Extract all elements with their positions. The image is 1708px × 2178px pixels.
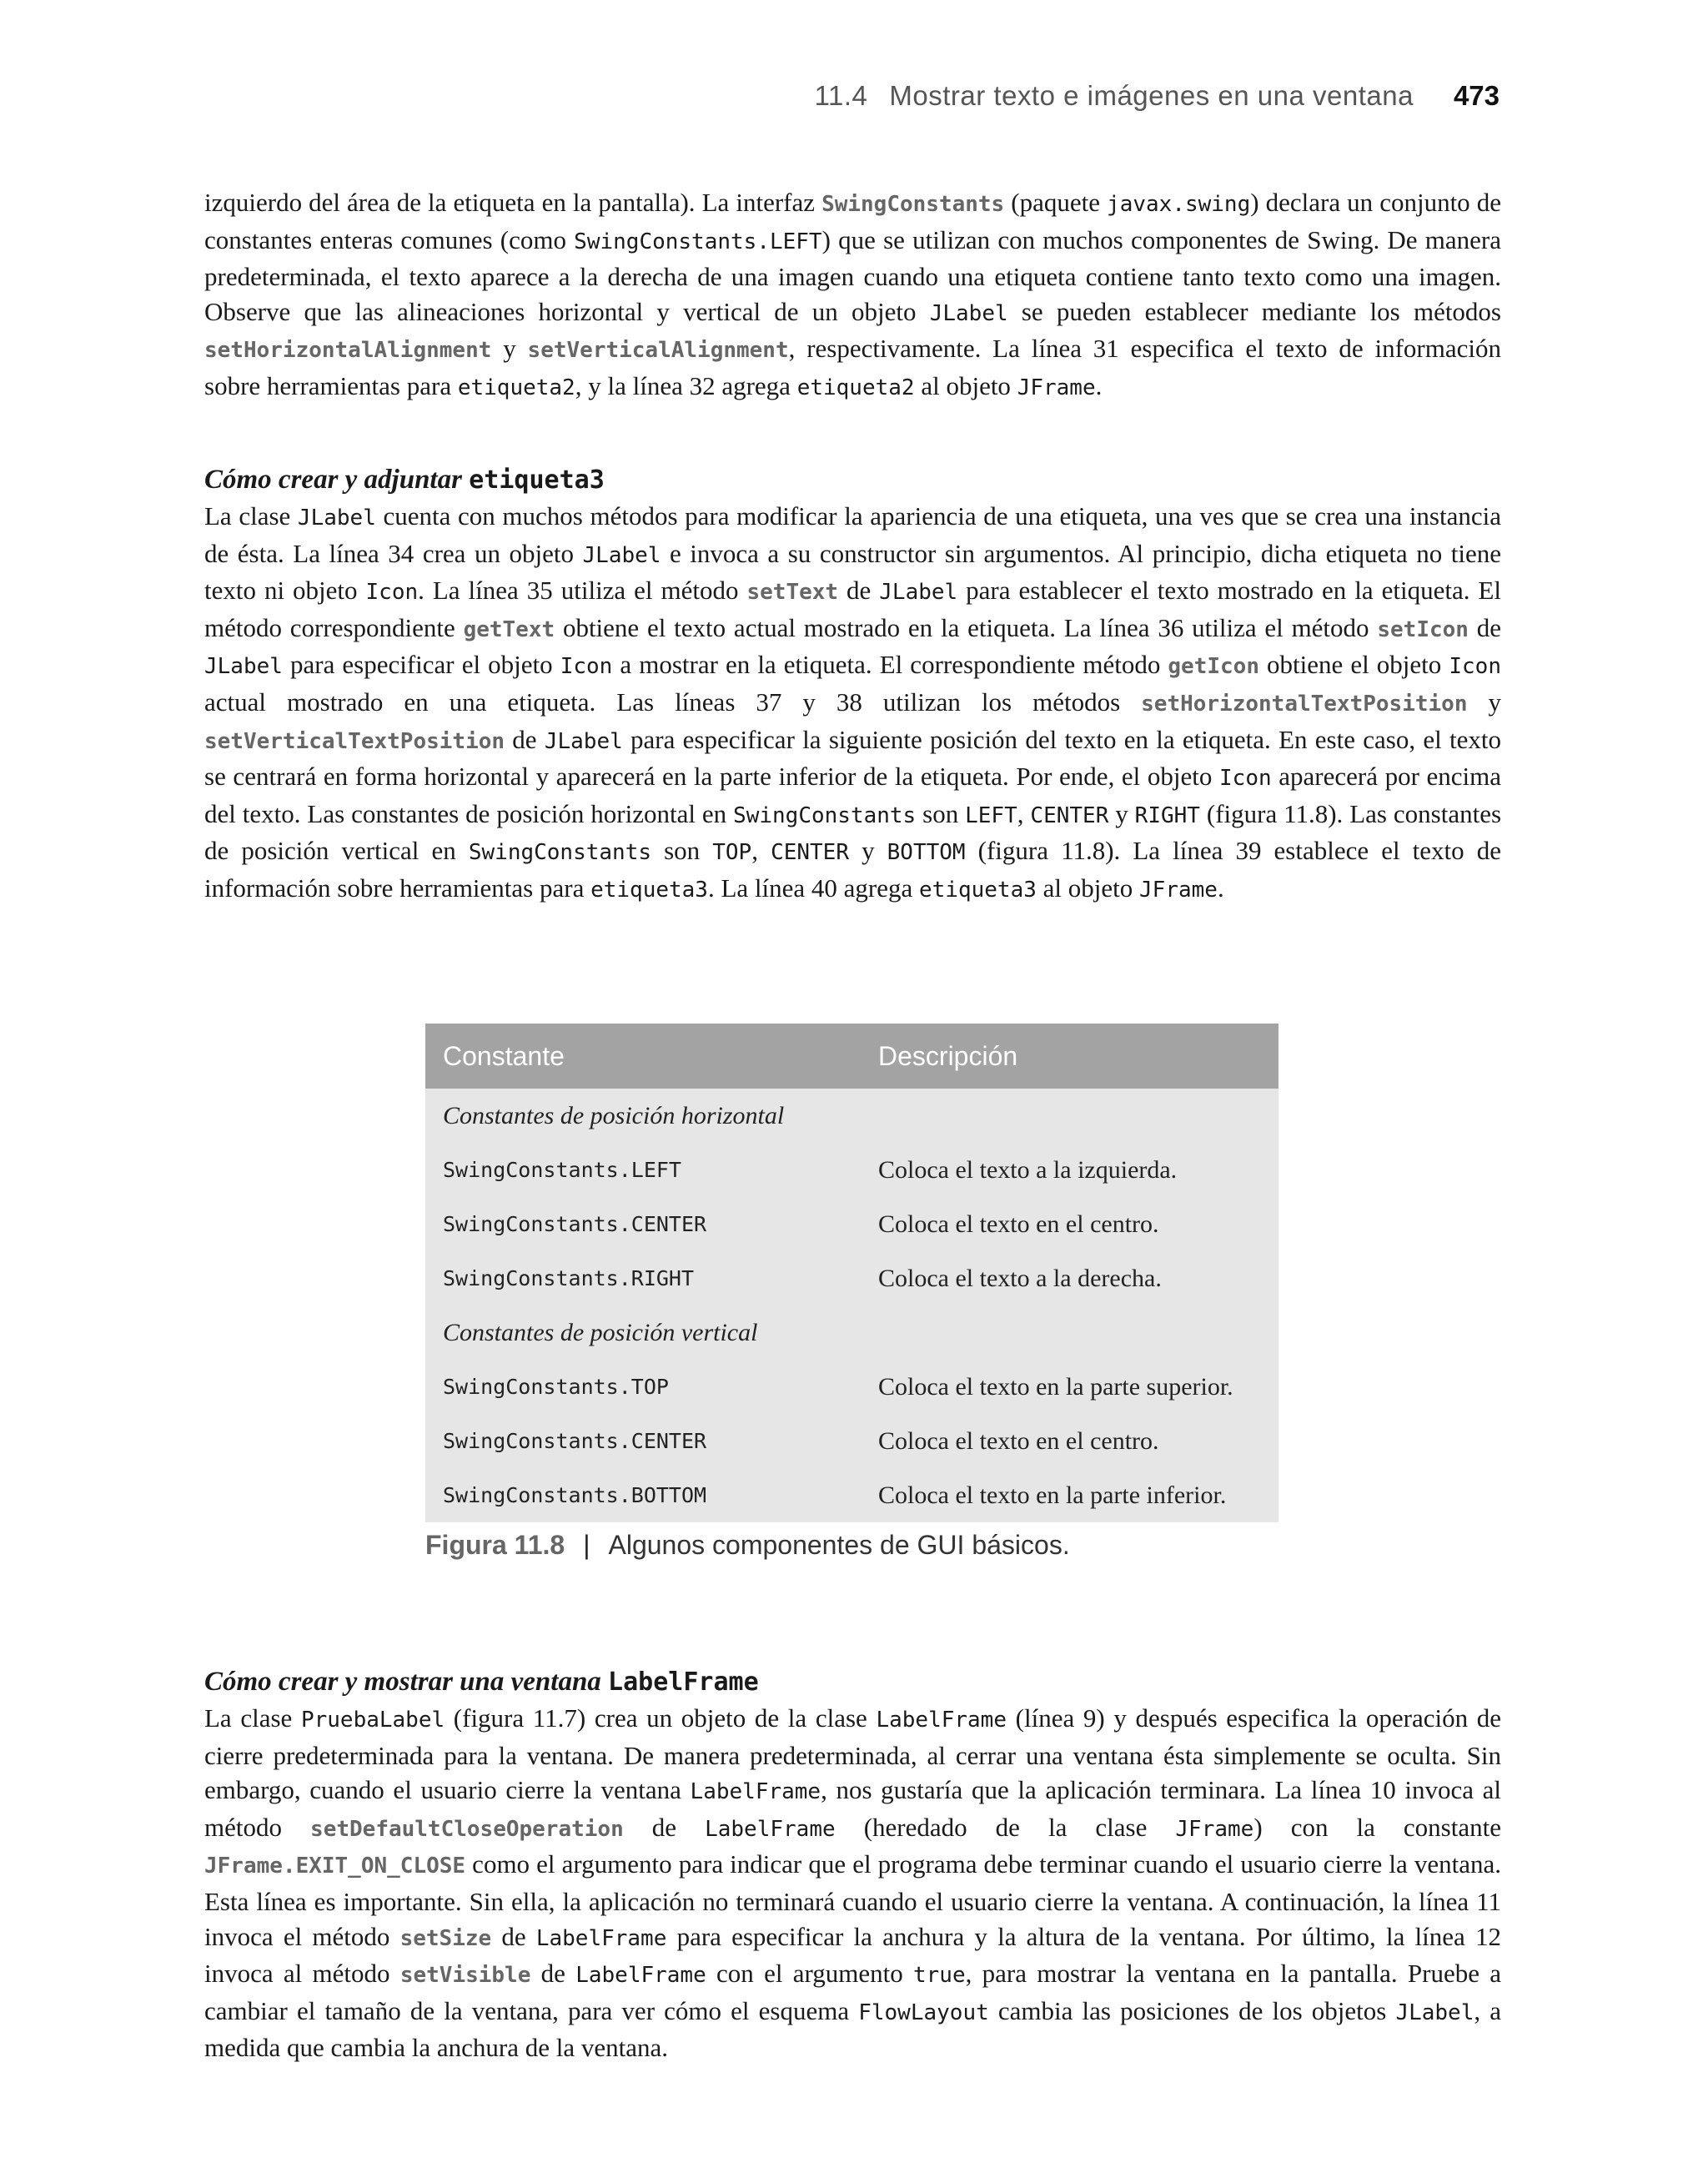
- description-cell: Coloca el texto en el centro.: [878, 1210, 1159, 1238]
- code-swingconstants-left: SwingConstants.LEFT: [574, 229, 822, 254]
- paragraph-1: izquierdo del área de la etiqueta en la pantalla). La interfaz SwingConstants (paquete javax.swing) declara un conjunto de constantes enteras comunes (como SwingConstants.LEFT) que se utilizan con muchos componentes de Swing. De manera predeterminada, el texto aparece a la derecha de una imagen cuando una etiqueta contiene tanto texto como una imagen. Observe que las alineaciones horizontal y vertical de un objeto JLabel se pueden establecer mediante los métodos setHorizontalAlignment y setVerticalAlignment, respectivamente. La línea 31 especifica el texto de información sobre herramientas para etiqueta2, y la línea 32 agrega etiqueta2 al objeto JFrame.: [204, 188, 1502, 400]
- group-title-horizontal: Constantes de posición horizontal: [443, 1101, 785, 1129]
- constant-cell: SwingConstants.BOTTOM: [443, 1483, 707, 1507]
- figure-label: Figura 11.8: [425, 1530, 565, 1560]
- code-etiqueta2: etiqueta2: [796, 375, 915, 400]
- subheading-labelframe: Cómo crear y mostrar una ventana LabelFrame: [204, 1667, 759, 1697]
- caption-separator: |: [583, 1530, 590, 1560]
- figure-caption: [425, 1530, 1070, 1561]
- table-row: [425, 1251, 1278, 1305]
- table-group-row: [425, 1305, 1278, 1360]
- constant-cell: SwingConstants.LEFT: [443, 1158, 681, 1182]
- code-settext: setText: [746, 580, 839, 606]
- constant-cell: SwingConstants.CENTER: [443, 1212, 707, 1236]
- table-row: [425, 1197, 1278, 1251]
- subheading-etiqueta3: Cómo crear y adjuntar etiqueta3: [204, 465, 605, 495]
- description-cell: Coloca el texto en la parte superior.: [878, 1372, 1233, 1401]
- constants-table: [425, 1024, 1278, 1522]
- table-group-row: [425, 1089, 1278, 1143]
- section-number: 11.4: [814, 80, 868, 111]
- description-cell: Coloca el texto a la derecha.: [878, 1264, 1162, 1292]
- column-header-description: Descripción: [878, 1040, 1018, 1071]
- description-cell: Coloca el texto en la parte inferior.: [878, 1481, 1227, 1509]
- code-setsize: setSize: [399, 1925, 492, 1951]
- code-geticon: getIcon: [1168, 654, 1259, 680]
- code-swingconstants: SwingConstants: [821, 192, 1005, 217]
- code-javax-swing: javax.swing: [1107, 192, 1251, 217]
- description-cell: Coloca el texto a la izquierda.: [878, 1155, 1178, 1184]
- description-cell: Coloca el texto en el centro.: [878, 1426, 1159, 1455]
- table-row: [425, 1143, 1278, 1197]
- code-sethorizontalalignment: setHorizontalAlignment: [204, 338, 492, 364]
- code-setvisible: setVisible: [399, 1963, 531, 1989]
- code-setverticalalignment: setVerticalAlignment: [527, 338, 789, 364]
- constant-cell: SwingConstants.TOP: [443, 1375, 669, 1399]
- code-etiqueta3: etiqueta3: [469, 465, 605, 495]
- section-title: Mostrar texto e imágenes en una ventana: [889, 80, 1414, 111]
- code-exit-on-close: JFrame.EXIT_ON_CLOSE: [204, 1854, 466, 1879]
- caption-text: Algunos componentes de GUI básicos.: [608, 1530, 1070, 1560]
- code-gettext: getText: [463, 616, 555, 642]
- code-setverticaltextposition: setVerticalTextPosition: [204, 728, 505, 754]
- paragraph-3: La clase PruebaLabel (figura 11.7) crea un objeto de la clase LabelFrame (línea 9) y después especifica la operación de cierre predeterminada para la ventana. De manera predeterminada, al cerrar una ventana ésta simplemente se oculta. Sin embargo, cuando el usuario cierre la ventana LabelFrame, nos gustaría que la aplicación terminara. La línea 10 invoca al método setDefaultCloseOperation de LabelFrame (heredado de la clase JFrame) con la constante JFrame.EXIT_ON_CLOSE como el argumento para indicar que el programa debe terminar cuando el usuario cierre la ventana. Esta línea es importante. Sin ella, la aplicación no terminará cuando el usuario cierre la ventana. A continuación, la línea 11 invoca el método setSize de LabelFrame para especificar la anchura y la altura de la ventana. Por último, la línea 12 invoca al método setVisible de LabelFrame con el argumento true, para mostrar la ventana en la pantalla. Pruebe a cambiar el tamaño de la ventana, para ver cómo el esquema FlowLayout cambia las posiciones de los objetos JLabel, a medida que cambia la anchura de la ventana.: [204, 1703, 1502, 2063]
- code-etiqueta2: etiqueta2: [457, 375, 575, 400]
- code-setdefaultcloseoperation: setDefaultCloseOperation: [310, 1816, 624, 1842]
- group-title-vertical: Constantes de posición vertical: [443, 1318, 758, 1346]
- table-row: [425, 1360, 1278, 1414]
- running-header: [815, 80, 1500, 112]
- page-number: 473: [1453, 80, 1500, 111]
- constant-cell: SwingConstants.RIGHT: [443, 1266, 695, 1290]
- code-seticon: setIcon: [1377, 616, 1469, 642]
- column-header-constant: Constante: [443, 1040, 565, 1071]
- code-labelframe: LabelFrame: [608, 1667, 759, 1697]
- table-row: [425, 1468, 1278, 1522]
- code-jlabel: JLabel: [929, 300, 1008, 326]
- table-header: [425, 1024, 1278, 1089]
- code-jframe: JFrame: [1017, 375, 1096, 400]
- table-row: [425, 1414, 1278, 1468]
- section-heading: [815, 80, 1414, 112]
- code-sethorizontaltextposition: setHorizontalTextPosition: [1141, 691, 1468, 717]
- constant-cell: SwingConstants.CENTER: [443, 1429, 707, 1453]
- paragraph-2: La clase JLabel cuenta con muchos métodos para modificar la apariencia de una etiqueta, una ves que se crea una instancia de ésta. La línea 34 crea un objeto JLabel e invoca a su constructor sin argumentos. Al principio, dicha etiqueta no tiene texto ni objeto Icon. La línea 35 utiliza el método setText de JLabel para establecer el texto mostrado en la etiqueta. El método correspondiente getText obtiene el texto actual mostrado en la etiqueta. La línea 36 utiliza el método setIcon de JLabel para especificar el objeto Icon a mostrar en la etiqueta. El correspondiente método getIcon obtiene el objeto Icon actual mostrado en una etiqueta. Las líneas 37 y 38 utilizan los métodos setHorizontalTextPosition y setVerticalTextPosition de JLabel para especificar la siguiente posición del texto en la etiqueta. En este caso, el texto se centrará en forma horizontal y aparecerá en la parte inferior de la etiqueta. Por ende, el objeto Icon aparecerá por encima del texto. Las constantes de posición horizontal en SwingConstants son LEFT, CENTER y RIGHT (figura 11.8). Las constantes de posición vertical en SwingConstants son TOP, CENTER y BOTTOM (figura 11.8). La línea 39 establece el texto de información sobre herramientas para etiqueta3. La línea 40 agrega etiqueta3 al objeto JFrame.: [204, 501, 1502, 903]
